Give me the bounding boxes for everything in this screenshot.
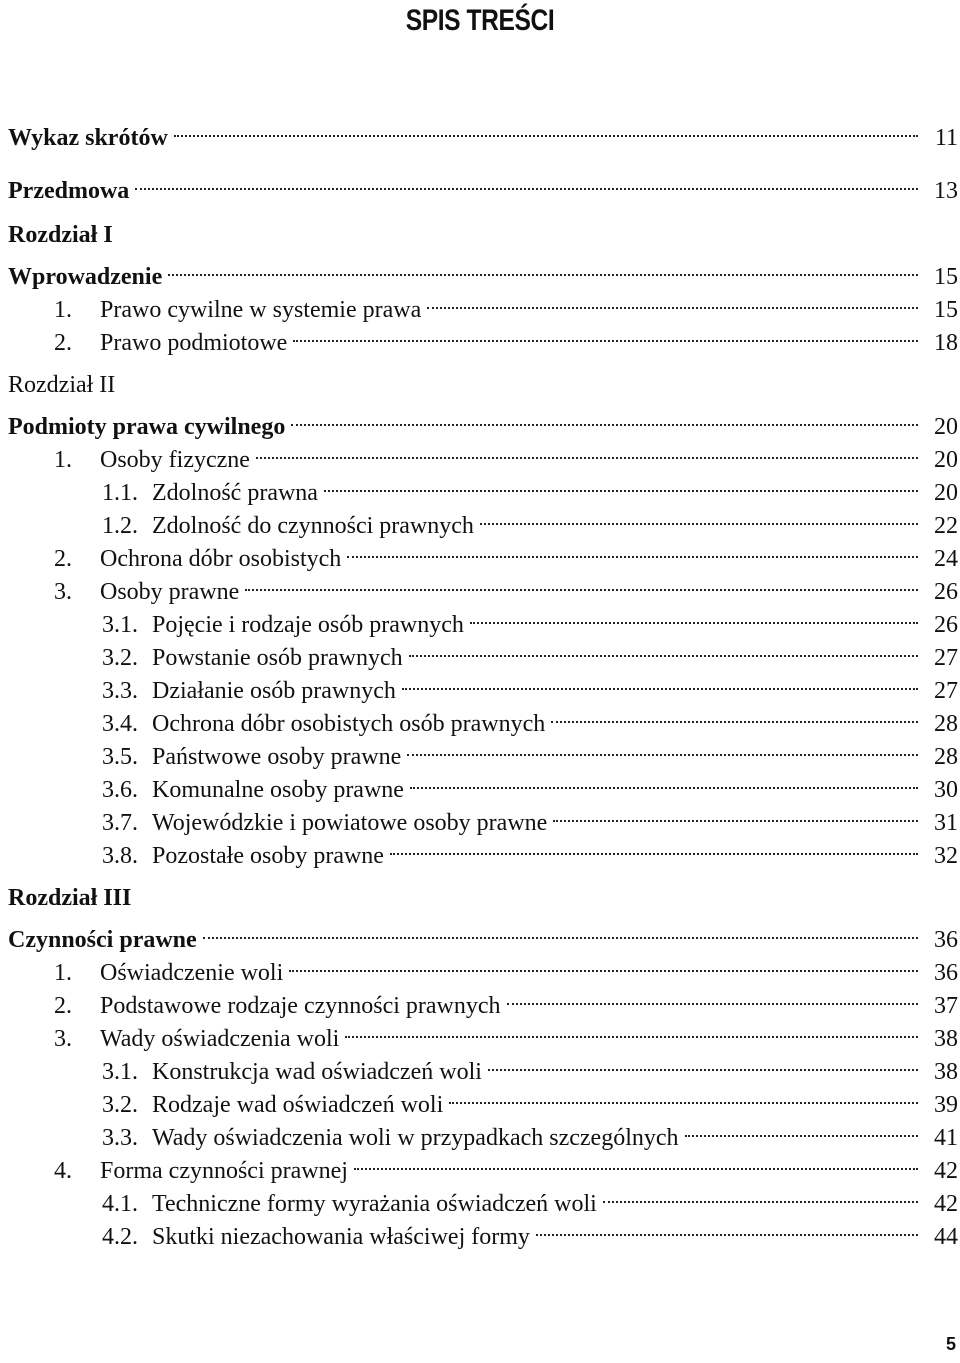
toc-entry[interactable] [8,318,958,356]
toc-entry-title: Wady oświadczenia woli [100,1026,340,1052]
toc-page-number: 41 [934,1125,958,1151]
toc-entry-title: Prawo podmiotowe [100,330,288,356]
toc-entry[interactable] [8,699,958,737]
toc-entry-title: Osoby fizyczne [100,447,250,473]
dot-leader [470,600,918,632]
dot-leader [174,113,918,145]
toc-entry-title: Podstawowe rodzaje czynności prawnych [100,993,501,1019]
toc-entry-title: Państwowe osoby prawne [152,744,402,770]
toc-entry-title: Ochrona dóbr osobistych [100,546,342,572]
toc-entry[interactable] [8,567,958,605]
toc-entry-number: 4.1. [102,1191,138,1217]
toc-page-number: 24 [934,546,958,572]
dot-leader [507,981,918,1013]
toc-page-number: 20 [934,414,958,440]
toc-page-number: 18 [934,330,958,356]
toc-entry[interactable] [8,1146,958,1184]
toc-entry-title: Przedmowa [8,178,130,204]
toc-entry[interactable] [8,1080,958,1118]
toc-entry-title: Prawo cywilne w systemie prawa [100,297,422,323]
toc-page-number: 31 [934,810,958,836]
toc-entry-title: Wojewódzkie i powiatowe osoby prawne [152,810,548,836]
dot-leader [345,1014,918,1046]
toc-page-number: 39 [934,1092,958,1118]
toc-page-number: 38 [934,1059,958,1085]
dot-leader [488,1047,918,1079]
toc-chapter-title[interactable] [8,252,958,290]
toc-entry-number: 3.1. [102,1059,138,1085]
toc-entry[interactable] [8,1113,958,1151]
dot-leader [354,1146,918,1178]
toc-entry-title: Działanie osób prawnych [152,678,396,704]
toc-entry-title: Rodzaje wad oświadczeń woli [152,1092,444,1118]
dot-leader [407,732,918,764]
dot-leader [390,831,918,863]
toc-entry-title: Czynności prawne [8,927,197,953]
toc-entry[interactable] [8,1014,958,1052]
dot-leader [551,699,918,731]
toc-entry-number: 3.6. [102,777,138,803]
toc-entry-number: 3. [54,579,72,605]
toc-page-number: 20 [934,447,958,473]
dot-leader [135,166,918,198]
toc-entry[interactable] [8,501,958,539]
dot-leader [410,765,918,797]
toc-entry-title: Zdolność prawna [152,480,318,506]
toc-page-number: 38 [934,1026,958,1052]
toc-entry-number: 4.2. [102,1224,138,1250]
dot-leader [291,402,918,434]
toc-entry[interactable] [8,285,958,323]
toc-entry-number: 3.3. [102,678,138,704]
toc-entry-number: 4. [54,1158,72,1184]
dot-leader [402,666,918,698]
toc-entry-number: 1. [54,960,72,986]
toc-entry-number: 3.7. [102,810,138,836]
dot-leader [603,1179,918,1211]
dot-leader [553,798,918,830]
toc-entry-title: Wady oświadczenia woli w przypadkach szczególnych [152,1125,679,1151]
toc-page-number: 11 [934,125,958,151]
toc-entry-przedmowa[interactable] [8,166,958,204]
toc-entry[interactable] [8,765,958,803]
toc-entry[interactable] [8,534,958,572]
dot-leader [685,1113,918,1145]
toc-entry-title: Zdolność do czynności prawnych [152,513,474,539]
toc-page-number: 20 [934,480,958,506]
toc-page-number: 13 [934,178,958,204]
toc-entry-title: Forma czynności prawnej [100,1158,348,1184]
toc-entry-number: 3.4. [102,711,138,737]
toc-entry-title: Skutki niezachowania właściwej formy [152,1224,530,1250]
toc-chapter-title[interactable] [8,402,958,440]
dot-leader [536,1212,918,1244]
toc-chapter-title[interactable] [8,915,958,953]
toc-entry-number: 1. [54,447,72,473]
toc-entry-wykaz[interactable] [8,113,958,151]
chapter-label: Rozdział I [8,222,113,248]
toc-entry-title: Ochrona dóbr osobistych osób prawnych [152,711,546,737]
dot-leader [427,285,918,317]
chapter-label: Rozdział III [8,885,132,911]
dot-leader [480,501,918,533]
toc-entry-title: Osoby prawne [100,579,240,605]
toc-entry[interactable] [8,468,958,506]
toc-entry-title: Wprowadzenie [8,264,163,290]
page-number: 5 [945,1334,956,1354]
toc-entry[interactable] [8,732,958,770]
toc-page-number: 26 [934,612,958,638]
toc-entry-number: 3.8. [102,843,138,869]
toc-entry-number: 1. [54,297,72,323]
toc-page-number: 27 [934,678,958,704]
toc-page-number: 36 [934,960,958,986]
toc-entry[interactable] [8,798,958,836]
toc-entry-number: 1.1. [102,480,138,506]
toc-entry-number: 3.2. [102,1092,138,1118]
toc-entry[interactable] [8,948,958,986]
toc-page-number: 15 [934,264,958,290]
toc-entry[interactable] [8,1179,958,1217]
dot-leader [293,318,918,350]
toc-entry-title: Pozostałe osoby prawne [152,843,384,869]
page-title: SPIS TREŚCI [405,4,555,37]
toc-page-number: 44 [934,1224,958,1250]
toc-entry-title: Powstanie osób prawnych [152,645,403,671]
toc-entry-number: 3.5. [102,744,138,770]
dot-leader [245,567,918,599]
toc-entry-title: Podmioty prawa cywilnego [8,414,286,440]
toc-page-number: 15 [934,297,958,323]
toc-entry-number: 1.2. [102,513,138,539]
toc-entry-number: 3.1. [102,612,138,638]
toc-entry[interactable] [8,633,958,671]
toc-entry[interactable] [8,600,958,638]
dot-leader [449,1080,918,1112]
toc-page-number: 36 [934,927,958,953]
dot-leader [289,948,918,980]
toc-entry[interactable] [8,1047,958,1085]
toc-entry-title: Konstrukcja wad oświadczeń woli [152,1059,482,1085]
toc-entry[interactable] [8,831,958,869]
toc-entry-number: 3. [54,1026,72,1052]
toc-page-number: 30 [934,777,958,803]
toc-entry-title: Wykaz skrótów [8,125,168,151]
toc-entry-number: 2. [54,993,72,1019]
dot-leader [409,633,918,665]
toc-entry-title: Pojęcie i rodzaje osób prawnych [152,612,464,638]
toc-page-number: 26 [934,579,958,605]
toc-entry-number: 2. [54,330,72,356]
toc-entry-number: 3.3. [102,1125,138,1151]
dot-leader [168,252,918,284]
toc-entry-title: Komunalne osoby prawne [152,777,404,803]
toc-entry[interactable] [8,1212,958,1250]
toc-page-number: 28 [934,711,958,737]
toc-page-number: 32 [934,843,958,869]
toc-page-number: 27 [934,645,958,671]
toc-entry[interactable] [8,981,958,1019]
dot-leader [256,435,918,467]
dot-leader [203,915,918,947]
toc-entry-title: Oświadczenie woli [100,960,284,986]
dot-leader [324,468,918,500]
toc-page-number: 37 [934,993,958,1019]
chapter-label: Rozdział II [8,372,116,398]
toc-page-number: 42 [934,1191,958,1217]
toc-page-number: 22 [934,513,958,539]
toc-entry-number: 2. [54,546,72,572]
toc-page-number: 28 [934,744,958,770]
toc-page-number: 42 [934,1158,958,1184]
toc-entry[interactable] [8,666,958,704]
toc-entry[interactable] [8,435,958,473]
toc-entry-title: Techniczne formy wyrażania oświadczeń woli [152,1191,597,1217]
dot-leader [347,534,918,566]
toc-entry-number: 3.2. [102,645,138,671]
